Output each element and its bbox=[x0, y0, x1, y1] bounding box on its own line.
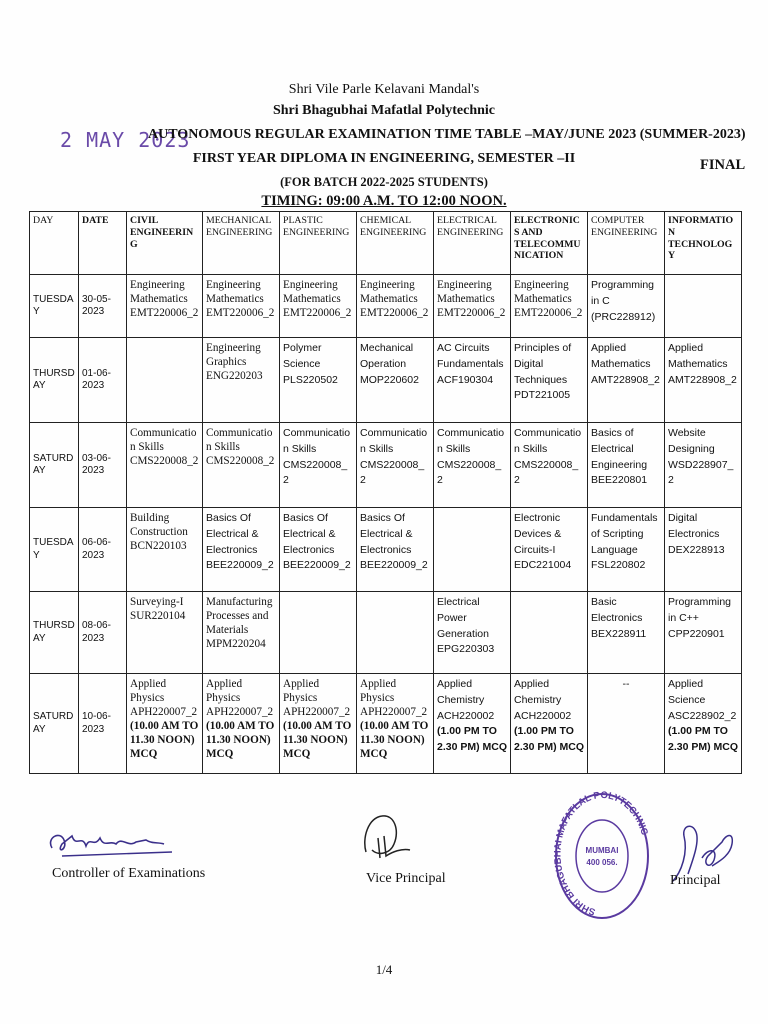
institution-parent-name: Shri Vile Parle Kelavani Mandal's bbox=[288, 82, 480, 97]
exam-subject: Applied Physics APH220007_2 bbox=[360, 678, 428, 718]
header-plastic: PLASTIC ENGINEERING bbox=[280, 212, 357, 275]
exam-subject: Applied Science ASC228902_2 bbox=[668, 678, 737, 722]
exam-cell: Basics Of Electrical & Electronics BEE220009_2 bbox=[203, 508, 280, 592]
exam-timing: (10.00 AM TO 11.30 NOON) MCQ bbox=[130, 720, 199, 760]
institution-seal bbox=[552, 778, 652, 942]
exam-cell: Engineering Mathematics EMT220006_2 bbox=[434, 275, 511, 338]
exam-cell bbox=[434, 508, 511, 592]
exam-cell: Manufacturing Processes and Materials MPM220204 bbox=[203, 592, 280, 674]
table-row bbox=[30, 275, 742, 338]
exam-cell bbox=[357, 592, 434, 674]
header-civil: CIVIL ENGINEERING bbox=[127, 212, 203, 275]
exam-cell bbox=[511, 592, 588, 674]
exam-cell: Engineering Mathematics EMT220006_2 bbox=[203, 275, 280, 338]
exam-cell bbox=[511, 674, 588, 774]
exam-cell bbox=[203, 674, 280, 774]
exam-subject: Applied Chemistry ACH220002 bbox=[437, 678, 495, 722]
exam-cell: Communication Skills CMS220008_2 bbox=[127, 423, 203, 508]
header-extc: ELECTRONICS AND TELECOMMUNICATION bbox=[511, 212, 588, 275]
exam-cell: Building Construction BCN220103 bbox=[127, 508, 203, 592]
exam-cell: Mechanical Operation MOP220602 bbox=[357, 338, 434, 423]
exam-subject: Applied Physics APH220007_2 bbox=[130, 678, 198, 718]
exam-cell: Engineering Mathematics EMT220006_2 bbox=[511, 275, 588, 338]
row-date: 30-05-2023 bbox=[79, 275, 127, 338]
exam-cell: Applied Mathematics AMT228908_2 bbox=[665, 338, 742, 423]
exam-cell: Polymer Science PLS220502 bbox=[280, 338, 357, 423]
exam-subject: Applied Physics APH220007_2 bbox=[283, 678, 351, 718]
exam-cell: Basic Electronics BEX228911 bbox=[588, 592, 665, 674]
header-date: DATE bbox=[79, 212, 127, 275]
timetable bbox=[29, 211, 742, 774]
table-row bbox=[30, 423, 742, 508]
seal-pin: 400 056. bbox=[586, 858, 618, 867]
row-date: 10-06-2023 bbox=[79, 674, 127, 774]
exam-subject: Applied Chemistry ACH220002 bbox=[514, 678, 572, 722]
exam-cell: Communication Skills CMS220008_2 bbox=[203, 423, 280, 508]
exam-cell: AC Circuits Fundamentals ACF190304 bbox=[434, 338, 511, 423]
exam-cell bbox=[127, 674, 203, 774]
exam-cell: Website Designing WSD228907_2 bbox=[665, 423, 742, 508]
seal-city: MUMBAI bbox=[585, 846, 619, 855]
exam-timing: (10.00 AM TO 11.30 NOON) MCQ bbox=[283, 720, 352, 760]
row-day: TUESDAY bbox=[30, 508, 79, 592]
exam-subject: Applied Physics APH220007_2 bbox=[206, 678, 274, 718]
exam-cell: Programming in C++ CPP220901 bbox=[665, 592, 742, 674]
exam-cell: Communication Skills CMS220008_2 bbox=[511, 423, 588, 508]
table-row bbox=[30, 674, 742, 774]
exam-cell bbox=[357, 674, 434, 774]
table-header-row bbox=[30, 212, 742, 275]
exam-timing: (10.00 AM TO 11.30 NOON) MCQ bbox=[360, 720, 429, 760]
exam-cell: Electrical Power Generation EPG220303 bbox=[434, 592, 511, 674]
row-day: TUESDAY bbox=[30, 275, 79, 338]
exam-cell: Basics Of Electrical & Electronics BEE220009_2 bbox=[357, 508, 434, 592]
exam-cell: Principles of Digital Techniques PDT221005 bbox=[511, 338, 588, 423]
exam-cell: Engineering Graphics ENG220203 bbox=[203, 338, 280, 423]
header-chemical: CHEMICAL ENGINEERING bbox=[357, 212, 434, 275]
table-row bbox=[30, 508, 742, 592]
exam-cell: Fundamentals of Scripting Language FSL220802 bbox=[588, 508, 665, 592]
institution-name: Shri Bhagubhai Mafatlal Polytechnic bbox=[272, 103, 496, 118]
timing-line: TIMING: 09:00 A.M. TO 12:00 NOON. bbox=[261, 193, 507, 209]
principal-label: Principal bbox=[670, 873, 721, 888]
exam-cell: Engineering Mathematics EMT220006_2 bbox=[280, 275, 357, 338]
table-row bbox=[30, 338, 742, 423]
document-subtitle: FIRST YEAR DIPLOMA IN ENGINEERING, SEMESTER –II bbox=[192, 151, 576, 166]
vice-principal-signature bbox=[358, 808, 418, 868]
date-stamp: 2 MAY 2023 bbox=[60, 128, 191, 152]
exam-cell: Communication Skills CMS220008_2 bbox=[357, 423, 434, 508]
exam-cell bbox=[588, 674, 665, 774]
header-mechanical: MECHANICAL ENGINEERING bbox=[203, 212, 280, 275]
exam-cell: Digital Electronics DEX228913 bbox=[665, 508, 742, 592]
exam-cell bbox=[665, 275, 742, 338]
row-date: 01-06-2023 bbox=[79, 338, 127, 423]
exam-cell bbox=[434, 674, 511, 774]
exam-timing: (1.00 PM TO 2.30 PM) MCQ bbox=[668, 725, 739, 753]
exam-subject: -- bbox=[622, 678, 630, 690]
header-electrical: ELECTRICAL ENGINEERING bbox=[434, 212, 511, 275]
batch-line: (FOR BATCH 2022-2025 STUDENTS) bbox=[280, 175, 488, 189]
row-day: SATURDAY bbox=[30, 674, 79, 774]
row-date: 08-06-2023 bbox=[79, 592, 127, 674]
exam-timing: (10.00 AM TO 11.30 NOON) MCQ bbox=[206, 720, 275, 760]
seal-ring-text: SHRI BHAGUBHAI MAFATLAL POLYTECHNIC bbox=[552, 789, 650, 918]
final-label: FINAL bbox=[700, 157, 746, 173]
table-row bbox=[30, 592, 742, 674]
exam-cell bbox=[127, 338, 203, 423]
header-day: DAY bbox=[30, 212, 79, 275]
vice-principal-label: Vice Principal bbox=[366, 871, 446, 886]
exam-cell bbox=[280, 592, 357, 674]
header-it: INFORMATION TECHNOLOGY bbox=[665, 212, 742, 275]
controller-label: Controller of Examinations bbox=[52, 866, 206, 881]
page-number: 1/4 bbox=[375, 962, 393, 977]
header-computer: COMPUTER ENGINEERING bbox=[588, 212, 665, 275]
controller-signature bbox=[42, 818, 192, 868]
exam-cell: Communication Skills CMS220008_2 bbox=[280, 423, 357, 508]
exam-cell bbox=[280, 674, 357, 774]
row-day: SATURDAY bbox=[30, 423, 79, 508]
row-date: 03-06-2023 bbox=[79, 423, 127, 508]
exam-cell: Applied Mathematics AMT228908_2 bbox=[588, 338, 665, 423]
document-title: AUTONOMOUS REGULAR EXAMINATION TIME TABLE –MAY/JUNE 2023 (SUMMER-2023) bbox=[148, 127, 746, 142]
exam-timing: (1.00 PM TO 2.30 PM) MCQ bbox=[437, 725, 508, 753]
exam-cell: Engineering Mathematics EMT220006_2 bbox=[127, 275, 203, 338]
exam-cell: Communication Skills CMS220008_2 bbox=[434, 423, 511, 508]
row-day: THURSDAY bbox=[30, 338, 79, 423]
exam-cell: Basics Of Electrical & Electronics BEE220009_2 bbox=[280, 508, 357, 592]
exam-cell: Electronic Devices & Circuits-I EDC221004 bbox=[511, 508, 588, 592]
exam-cell: Surveying-I SUR220104 bbox=[127, 592, 203, 674]
row-day: THURSDAY bbox=[30, 592, 79, 674]
row-date: 06-06-2023 bbox=[79, 508, 127, 592]
exam-cell: Programming in C (PRC228912) bbox=[588, 275, 665, 338]
exam-cell bbox=[665, 674, 742, 774]
exam-cell: Engineering Mathematics EMT220006_2 bbox=[357, 275, 434, 338]
exam-timing: (1.00 PM TO 2.30 PM) MCQ bbox=[514, 725, 585, 753]
exam-cell: Basics of Electrical Engineering BEE220801 bbox=[588, 423, 665, 508]
